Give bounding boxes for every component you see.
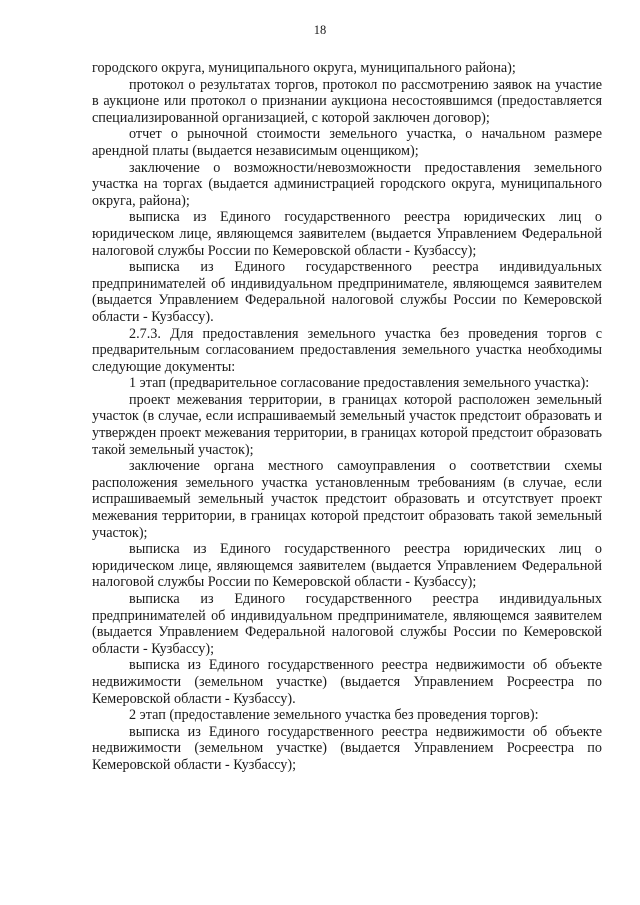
page-number: 18 (313, 23, 327, 37)
paragraph: выписка из Единого государственного реестра недвижимости об объекте недвижимости (земельном участке) (выдается Управлением Росреестра по Кемеровской области - Кузбассу). (92, 657, 602, 707)
paragraph: протокол о результатах торгов, протокол по рассмотрению заявок на участие в аукционе или протокол о признании аукциона несостоявшимся (предоставляется специализированной организацией, с которой заключен договор); (92, 76, 602, 126)
paragraph: заключение органа местного самоуправления о соответствии схемы расположения земельного участка установленным требованиям (в случае, если испрашиваемый земельный участок предстоит образовать и отсутствует проект межевания территории, в границах которой предстоит образовать такой земельный участок); (92, 458, 602, 541)
paragraph: 2 этап (предоставление земельного участка без проведения торгов): (129, 707, 539, 724)
paragraph: 1 этап (предварительное согласование предоставления земельного участка): (129, 375, 590, 392)
paragraph: выписка из Единого государственного реестра юридических лиц о юридическом лице, являющемся заявителем (выдается Управлением Федеральной налоговой службы России по Кемеровской области - Кузбассу); (92, 209, 602, 259)
paragraph: выписка из Единого государственного реестра юридических лиц о юридическом лице, являющемся заявителем (выдается Управлением Федеральной налоговой службы России по Кемеровской области - Кузбассу); (92, 541, 602, 591)
paragraph: 2.7.3. Для предоставления земельного участка без проведения торгов с предварительным согласованием предоставления земельного участка необходимы следующие документы: (92, 325, 602, 375)
paragraph: выписка из Единого государственного реестра недвижимости об объекте недвижимости (земельном участке) (выдается Управлением Росреестра по Кемеровской области - Кузбассу); (92, 723, 602, 773)
paragraph: городского округа, муниципального округа, муниципального района); (92, 60, 516, 76)
paragraph: выписка из Единого государственного реестра индивидуальных предпринимателей об индивидуальном предпринимателе, являющемся заявителем (выдается Управлением Федеральной налоговой службы России по Кемеровской области - Кузбассу). (92, 259, 602, 325)
paragraph: отчет о рыночной стоимости земельного участка, о начальном размере арендной платы (выдается независимым оценщиком); (92, 126, 602, 159)
paragraph: проект межевания территории, в границах которой расположен земельный участок (в случае, если испрашиваемый земельный участок предстоит образовать и утвержден проект межевания территории, в границах которой предстоит образовать такой земельный участок); (92, 391, 602, 458)
paragraph: заключение о возможности/невозможности предоставления земельного участка на торгах (выдается администрацией городского округа, муниципального округа, района); (92, 159, 602, 209)
paragraph: выписка из Единого государственного реестра индивидуальных предпринимателей об индивидуальном предпринимателе, являющемся заявителем (выдается Управлением Федеральной налоговой службы России по Кемеровской области - Кузбассу); (92, 591, 602, 657)
body-text (92, 60, 602, 774)
